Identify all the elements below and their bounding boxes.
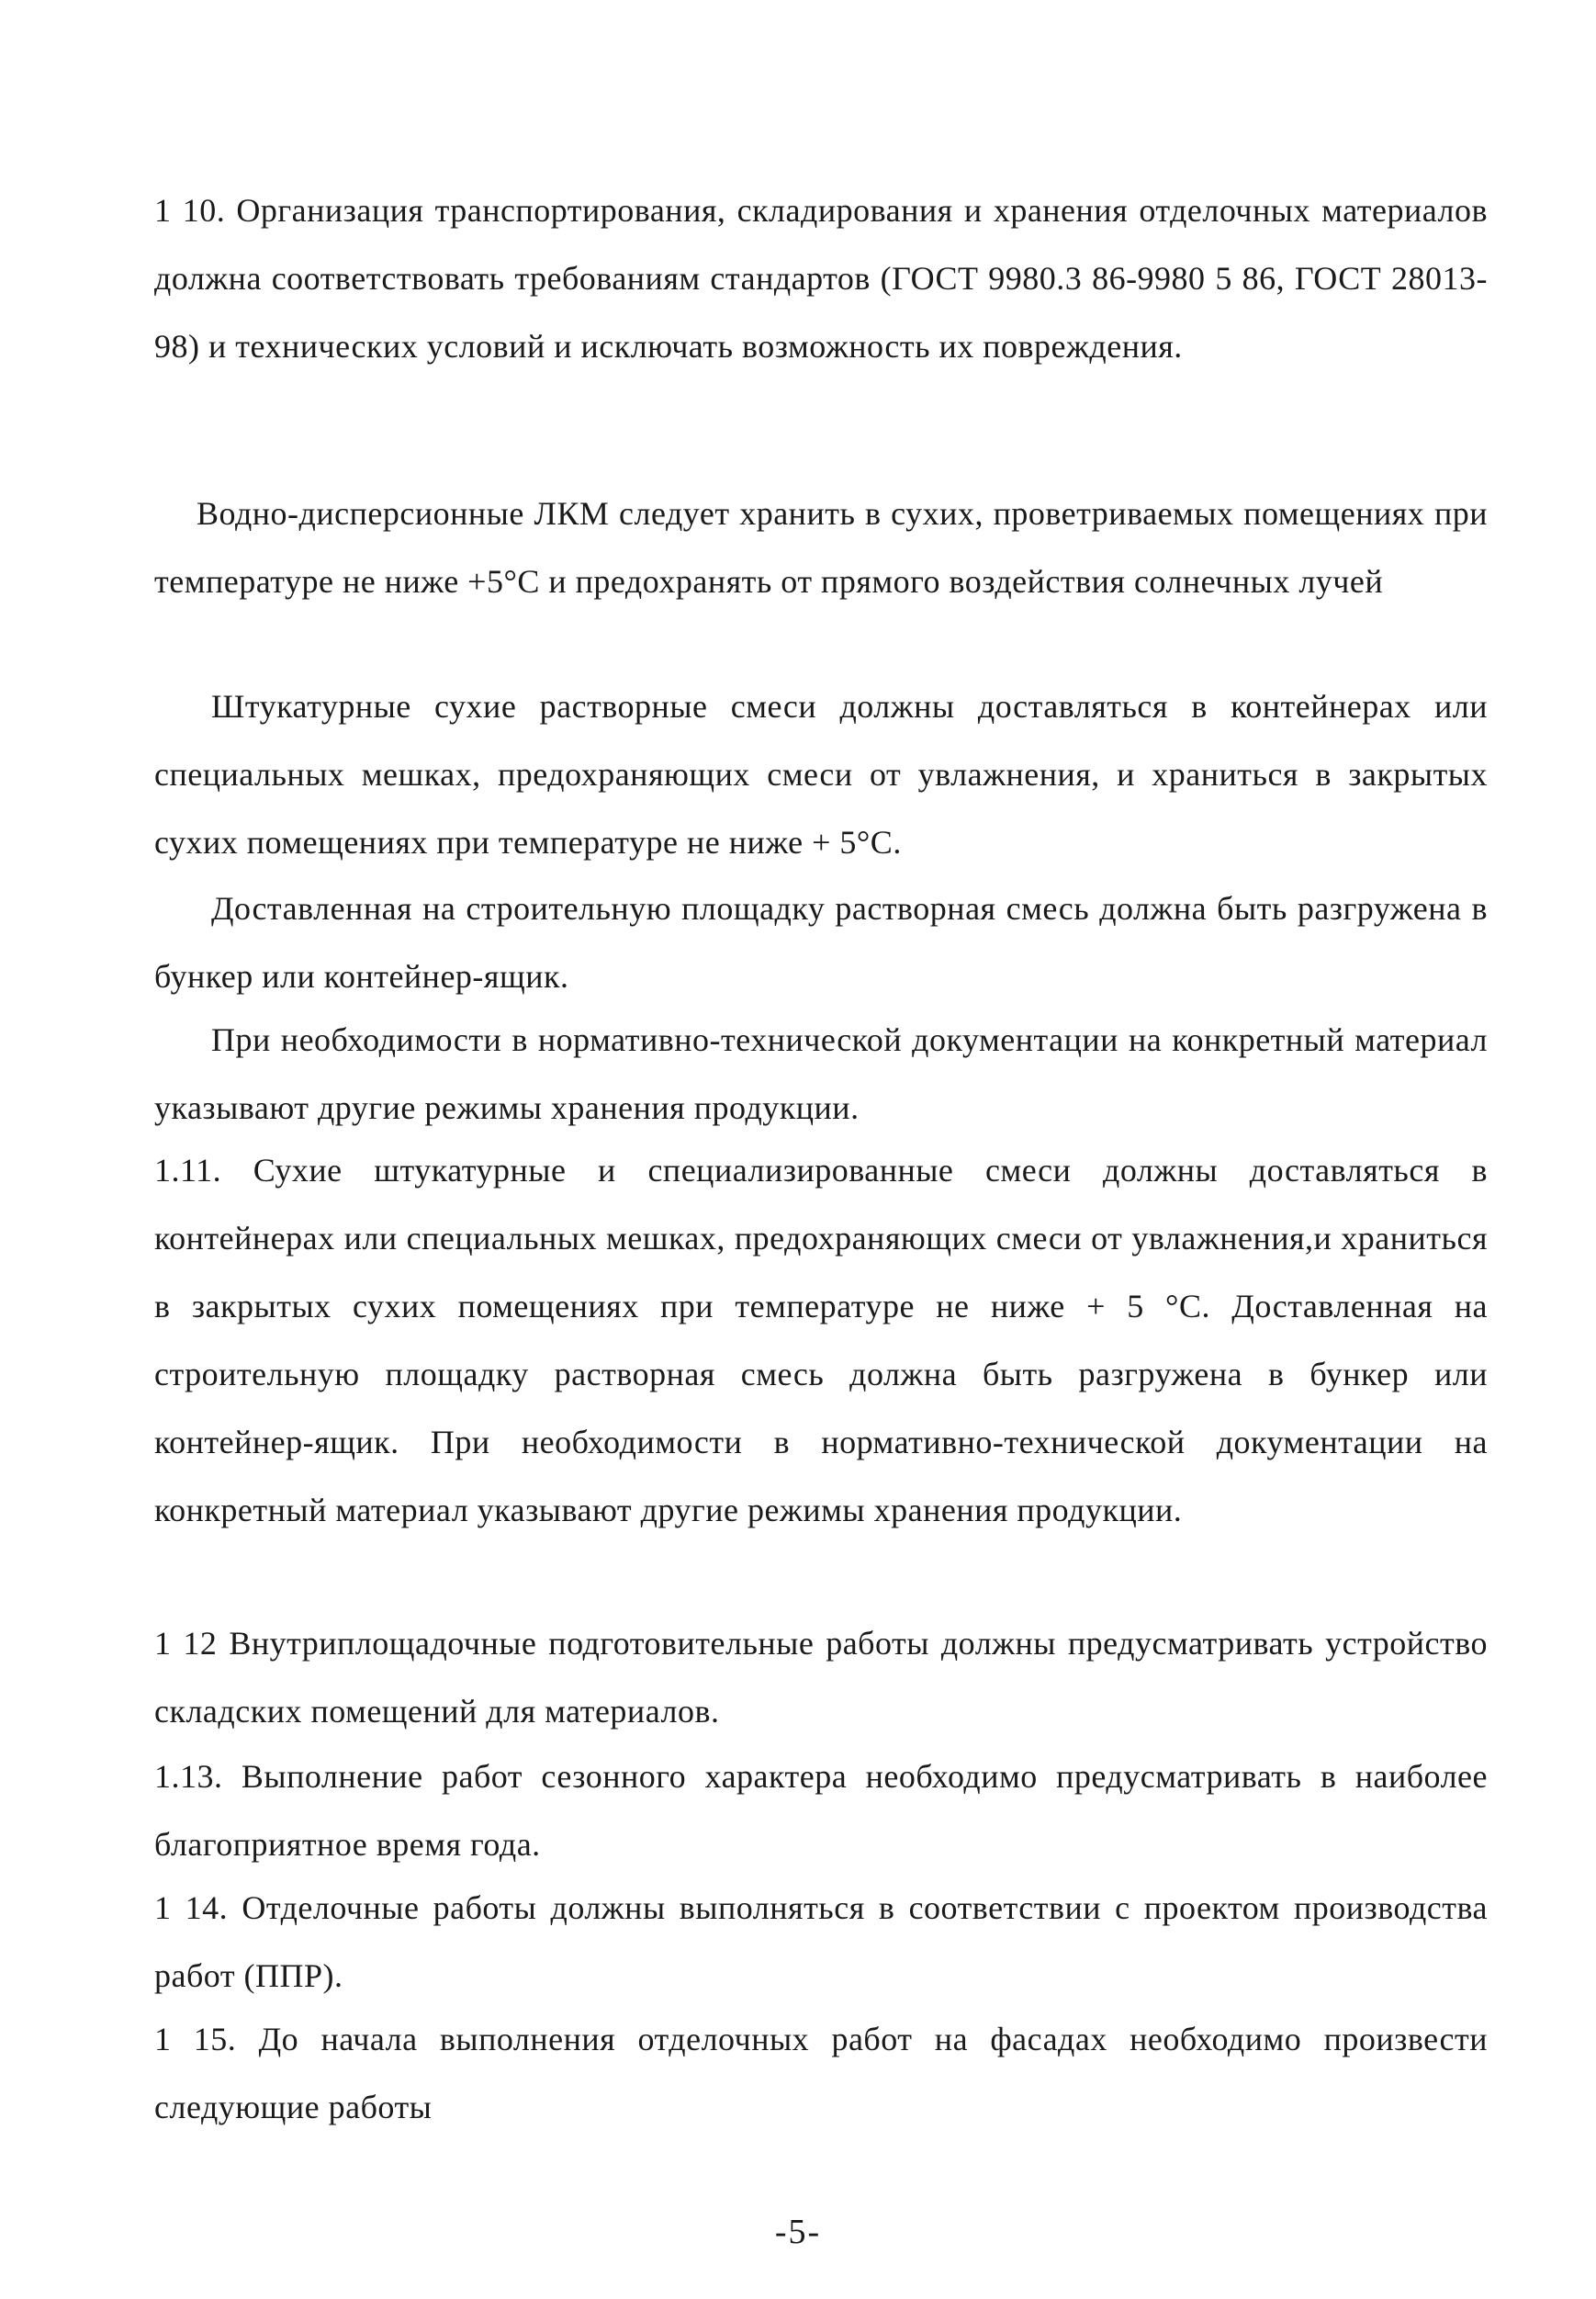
paragraph-1-14: 1 14. Отделочные работы должны выполняться в соответствии с проектом производства работ (ППР). <box>154 1889 1488 1994</box>
paragraph-1-13: 1.13. Выполнение работ сезонного характера необходимо предусматривать в наиболее благоприятное время года. <box>154 1758 1488 1863</box>
paragraph-dry-plaster-mixes: Штукатурные сухие растворные смеси должны доставляться в контейнерах или специальных мешках, предохраняющих смеси от увлажнения, и храниться в закрытых сухих помещениях при температуре не ниже + 5°С. <box>154 688 1488 861</box>
paragraph-1-10: 1 10. Организация транспортирования, складирования и хранения отделочных материалов должна соответствовать требованиям стандартов (ГОСТ 9980.3 86-9980 5 86, ГОСТ 28013-98) и технических условий и исключать возможность их повреждения. <box>154 192 1488 365</box>
paragraph-1-12: 1 12 Внутриплощадочные подготовительные работы должны предусматривать устройство складских помещений для материалов. <box>154 1625 1488 1730</box>
paragraph-1-15: 1 15. До начала выполнения отделочных работ на фасадах необходимо произвести следующие работы <box>154 2021 1488 2125</box>
paragraph-delivered-mix: Доставленная на строительную площадку растворная смесь должна быть разгружена в бункер или контейнер-ящик. <box>154 890 1488 995</box>
paragraph-other-storage-modes: При необходимости в нормативно-технической документации на конкретный материал указывают другие режимы хранения продукции. <box>154 1021 1488 1126</box>
page-number: -5- <box>774 2213 822 2251</box>
paragraph-water-dispersion: Водно-дисперсионные ЛКМ следует хранить в сухих, проветриваемых помещениях при температуре не ниже +5°С и предохранять от прямого воздействия солнечных лучей <box>154 495 1488 600</box>
paragraph-1-11: 1.11. Сухие штукатурные и специализированные смеси должны доставляться в контейнерах или специальных мешках, предохраняющих смеси от увлажнения,и храниться в закрытых сухих помещениях при температуре не ниже + 5 °С. Доставленная на строительную площадку растворная смесь должна быть разгружена в бункер или контейнер-ящик. При необходимости в нормативно-технической документации на конкретный материал указывают другие режимы хранения продукции. <box>154 1152 1488 1528</box>
